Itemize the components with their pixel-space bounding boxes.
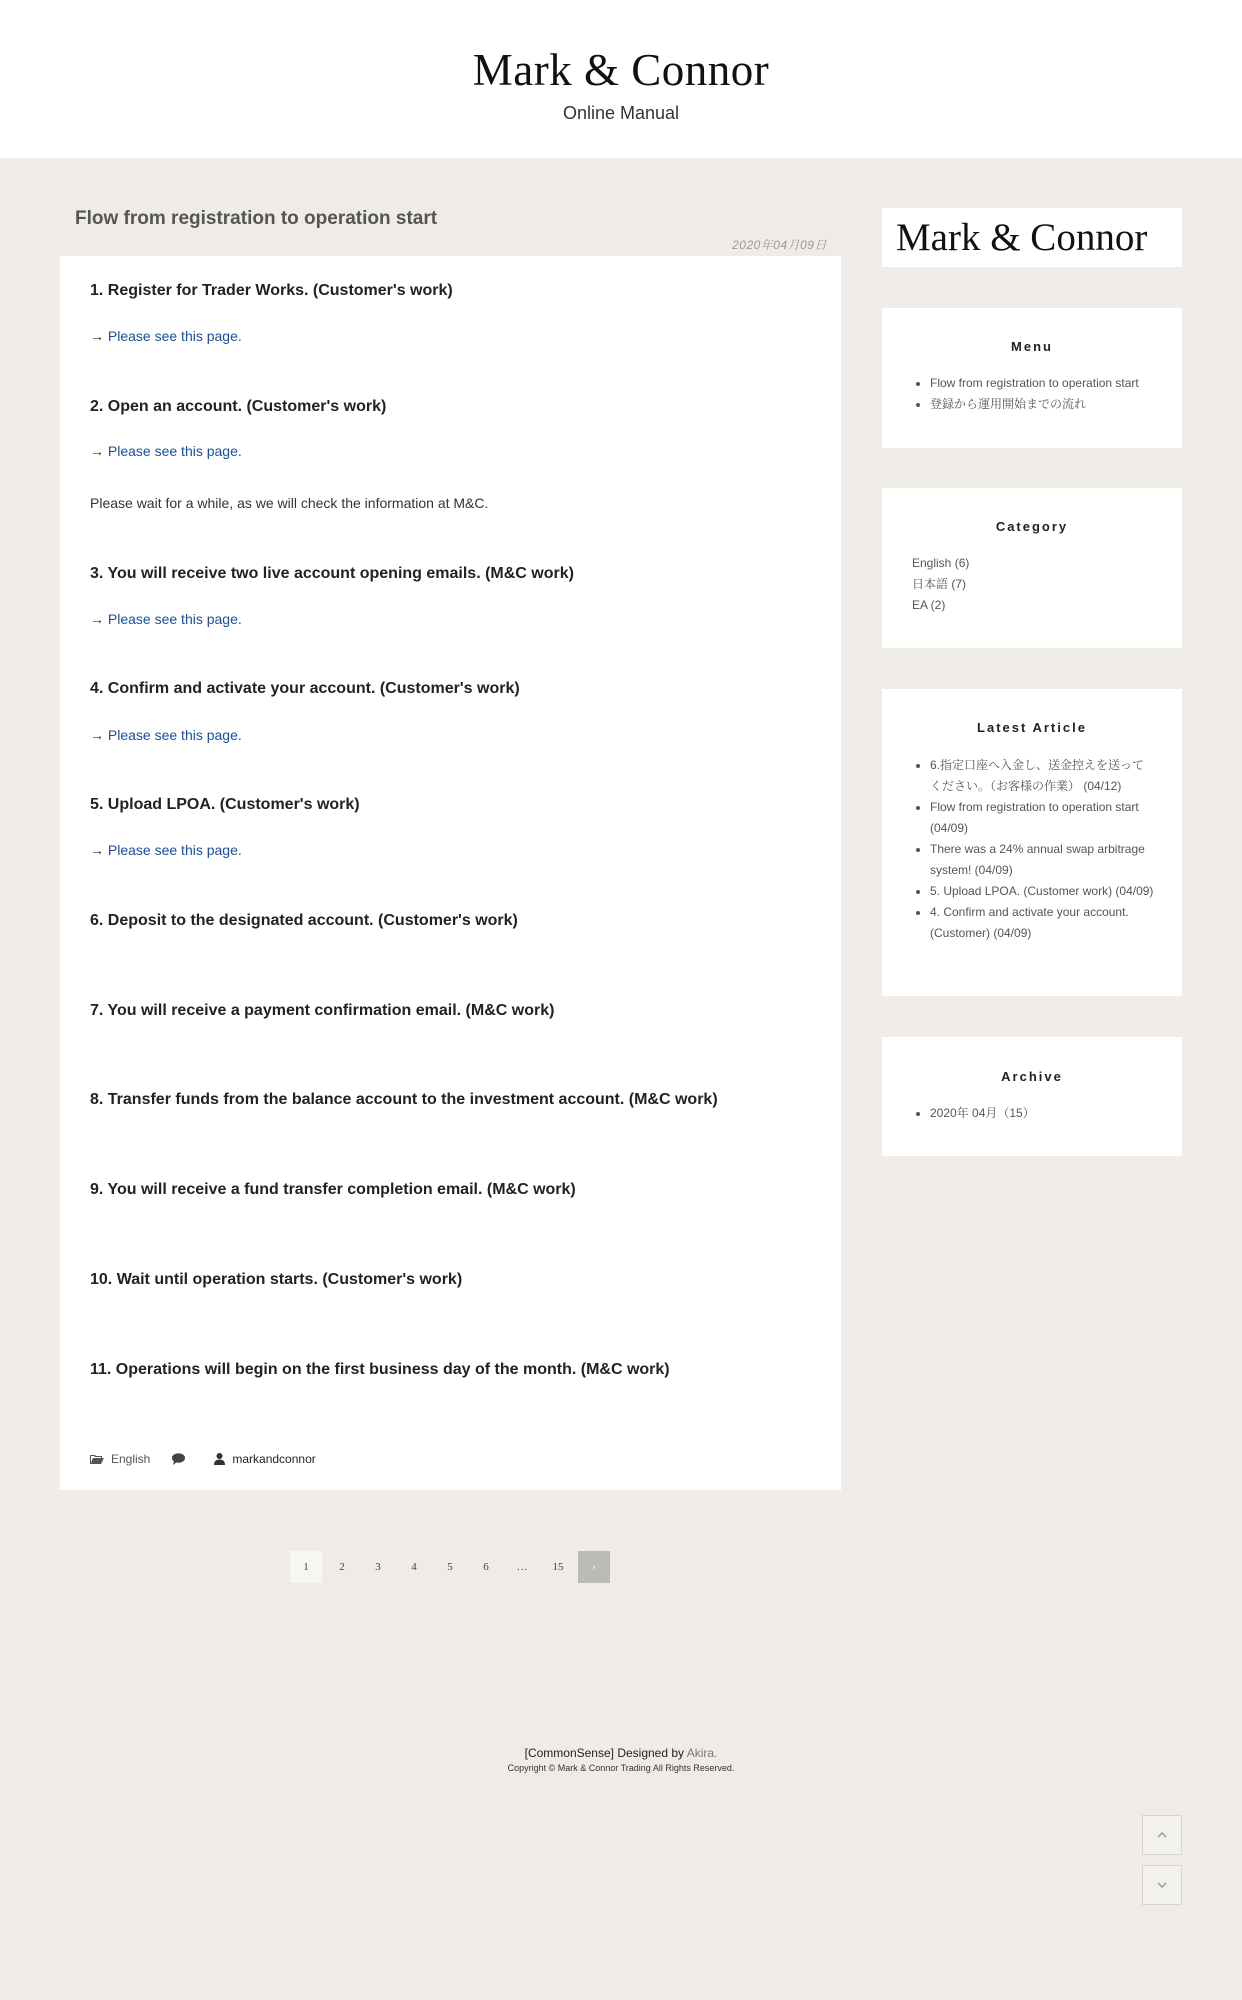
latest-article-item[interactable]: 6.指定口座へ入金し、送金控えを送ってください。（お客様の作業） (04/12) <box>930 758 1145 793</box>
step-heading: 10. Wait until operation starts. (Customer's work) <box>90 1271 463 1288</box>
article-title[interactable]: Flow from registration to operation start <box>75 208 438 229</box>
latest-article-title: Latest Article <box>977 720 1087 735</box>
arrow: → <box>90 443 108 459</box>
latest-article-item[interactable]: 4. Confirm and activate your account. (Customer) (04/09) <box>930 905 1129 940</box>
page-5[interactable]: 5 <box>447 1561 453 1573</box>
designed-by-text: [CommonSense] Designed by <box>524 1746 687 1760</box>
designer-link[interactable]: Akira. <box>686 1746 718 1760</box>
latest-article-widget <box>882 689 1182 996</box>
category-item[interactable]: EA (2) <box>912 598 946 612</box>
step-3-link[interactable]: Please see this page. <box>107 611 242 627</box>
page-1[interactable]: 1 <box>290 1551 322 1583</box>
copyright: Copyright © Mark & Connor Trading All Rights Reserved. <box>507 1763 735 1773</box>
category-title: Category <box>995 519 1069 534</box>
sidebar-logo[interactable] <box>882 208 1182 267</box>
step-2-link[interactable]: Please see this page. <box>107 443 242 459</box>
folder-open-icon <box>90 1454 104 1465</box>
step-5-link[interactable]: Please see this page. <box>107 842 242 858</box>
menu-item[interactable] <box>930 373 1154 394</box>
designer-credit <box>0 1746 1242 1760</box>
step-heading: 4. Confirm and activate your account. (Customer's work) <box>90 680 520 697</box>
comment-icon[interactable] <box>172 1453 185 1465</box>
step-heading: 9. You will receive a fund transfer completion email. (M&C work) <box>90 1181 576 1198</box>
category-link[interactable]: English <box>111 1452 151 1466</box>
step-link-line <box>90 443 242 459</box>
scroll-to-bottom-button[interactable] <box>1142 1865 1182 1905</box>
menu-item-link[interactable]: 登録から運用開始までの流れ <box>930 397 1087 411</box>
next-page-button[interactable]: › <box>578 1551 610 1583</box>
logo-text: Mark & Connor <box>896 216 1148 259</box>
menu-widget <box>882 308 1182 448</box>
chevron-down-icon <box>1157 1882 1167 1888</box>
step-link-line <box>90 727 242 743</box>
page-4[interactable]: 4 <box>411 1561 417 1573</box>
author-link[interactable]: markandconnor <box>232 1452 316 1466</box>
site-title[interactable]: Mark & Connor <box>472 45 770 95</box>
archive-item[interactable]: 2020年 04月（15） <box>930 1106 1035 1120</box>
arrow: → <box>90 727 108 743</box>
article-date: 2020年04月09日 <box>732 238 827 252</box>
step-heading: 11. Operations will begin on the first business day of the month. (M&C work) <box>90 1361 670 1378</box>
scroll-to-top-button[interactable] <box>1142 1815 1182 1855</box>
step-heading: 7. You will receive a payment confirmation email. (M&C work) <box>90 1002 555 1019</box>
arrow: → <box>90 611 108 627</box>
archive-list <box>912 1103 1154 1124</box>
step-link-line <box>90 328 242 344</box>
page-15[interactable]: 15 <box>552 1561 564 1573</box>
page-6[interactable]: 6 <box>483 1561 489 1573</box>
archive-title: Archive <box>1001 1069 1063 1084</box>
site-header <box>0 0 1242 158</box>
arrow: → <box>90 842 108 858</box>
arrow: → <box>90 328 108 344</box>
menu-item-link[interactable]: Flow from registration to operation start <box>930 376 1139 390</box>
page-ellipsis: … <box>516 1561 528 1573</box>
category-widget <box>882 488 1182 648</box>
article-body <box>60 256 841 1490</box>
step-heading: 3. You will receive two live account opening emails. (M&C work) <box>90 565 574 582</box>
page-2[interactable]: 2 <box>339 1561 345 1573</box>
step-heading: 6. Deposit to the designated account. (Customer's work) <box>90 912 518 929</box>
step-link-line <box>90 842 242 858</box>
latest-article-item[interactable]: 5. Upload LPOA. (Customer work) (04/09) <box>930 884 1154 898</box>
chevron-up-icon <box>1157 1832 1167 1838</box>
pagination <box>290 1551 614 1583</box>
step-heading: 8. Transfer funds from the balance account to the investment account. (M&C work) <box>90 1091 718 1108</box>
step-4-link[interactable]: Please see this page. <box>107 727 242 743</box>
category-list <box>912 553 969 616</box>
step-link-line <box>90 611 242 627</box>
category-item[interactable]: 日本語 (7) <box>912 577 967 591</box>
category-item[interactable]: English (6) <box>912 556 970 570</box>
step-heading: 5. Upload LPOA. (Customer's work) <box>90 796 360 813</box>
step-heading: 2. Open an account. (Customer's work) <box>90 398 387 415</box>
user-icon <box>214 1453 225 1465</box>
menu-item[interactable] <box>930 394 1154 415</box>
latest-article-list <box>912 755 1154 944</box>
wait-note: Please wait for a while, as we will check the information at M&C. <box>90 495 489 511</box>
menu-list <box>912 373 1154 415</box>
step-1-link[interactable]: Please see this page. <box>107 328 242 344</box>
latest-article-item[interactable]: There was a 24% annual swap arbitrage system! (04/09) <box>930 842 1145 877</box>
page-3[interactable]: 3 <box>375 1561 381 1573</box>
site-subtitle: Online Manual <box>562 103 680 123</box>
article-meta <box>90 1452 338 1466</box>
archive-widget <box>882 1037 1182 1156</box>
menu-title: Menu <box>1011 339 1053 354</box>
latest-article-item[interactable]: Flow from registration to operation start (04/09) <box>930 800 1139 835</box>
step-heading: 1. Register for Trader Works. (Customer's work) <box>90 282 453 299</box>
